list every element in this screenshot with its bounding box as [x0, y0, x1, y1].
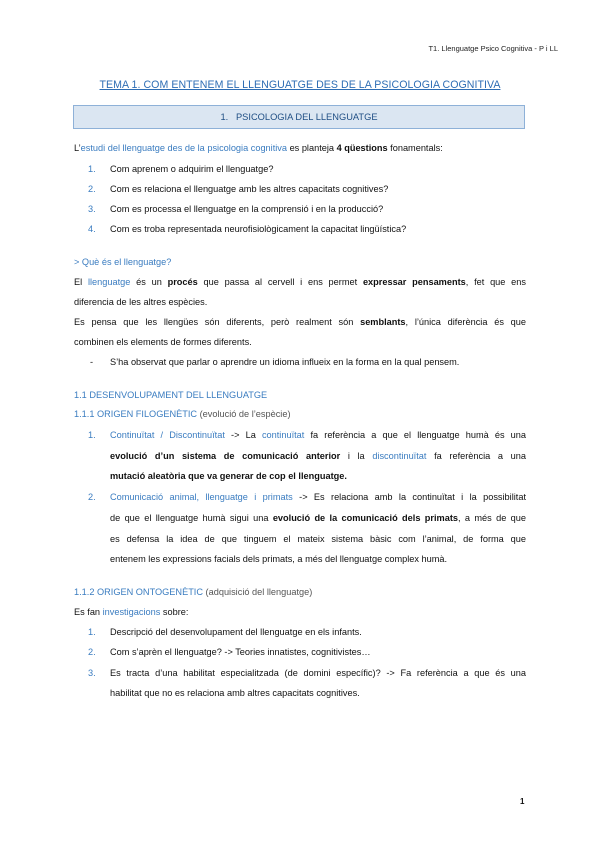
heading-1-1-1: [74, 405, 526, 425]
list-item-line: [88, 426, 526, 446]
term: continuïtat: [261, 430, 305, 440]
bold-term: evolució de la comunicació dels primats: [272, 513, 458, 523]
term: investigacions: [102, 607, 161, 617]
text: -> Es relaciona amb la continuïtat i la possibilitat: [292, 492, 526, 502]
list-item: [88, 643, 526, 663]
text: fa referència a una: [426, 451, 526, 461]
intro-bold: 4 qüestions: [336, 143, 388, 153]
bullet-item: [90, 353, 526, 373]
list-item-line: entenem les expressions facials dels primats, a més del llenguatge complex humà.: [110, 554, 448, 564]
intro-text: L’: [74, 143, 81, 153]
list-item: [88, 200, 526, 220]
list-item: [88, 160, 526, 180]
heading-subtitle: (adquisició del llenguatge): [203, 587, 313, 597]
text: i la: [340, 451, 373, 461]
text: sobre:: [160, 607, 189, 617]
bold-term: mutació aleatòria que va generar de cop el llenguatge.: [110, 471, 347, 481]
list-number: 1.: [88, 430, 96, 440]
heading-subtitle: (evolució de l’espècie): [197, 409, 291, 419]
list-item: [88, 220, 526, 240]
intro-text: es planteja: [287, 143, 337, 153]
list-number: 1.: [88, 627, 96, 637]
list-text: Com es troba representada neurofisiològicament la capacitat lingüística?: [110, 224, 407, 234]
intro-text: fonamentals:: [387, 143, 443, 153]
list-item-line: habilitat que no es relaciona amb altres capacitats cognitives.: [110, 688, 360, 698]
text: de que el llenguatge humà sigui una: [110, 513, 273, 523]
list-item: [88, 180, 526, 200]
list-number: 3.: [88, 668, 96, 678]
bullet-text: S’ha observat que parlar o aprendre un idioma influeix en la forma en la qual pensem.: [110, 357, 460, 367]
list-text: Es tracta d’una habilitat especialitzada (de domini específic)? -> Fa referència a que és una: [110, 668, 526, 678]
list-item: [88, 623, 526, 643]
bullet-dash: -: [90, 357, 94, 367]
bold-term: expressar pensaments: [362, 277, 466, 287]
paragraph-line: [74, 603, 526, 623]
list-number: 1.: [88, 164, 96, 174]
term: Continuïtat / Discontinuïtat: [110, 430, 225, 440]
term-llenguatge: llenguatge: [87, 277, 131, 287]
list-text: Com es relaciona el llenguatge amb les altres capacitats cognitives?: [110, 184, 389, 194]
text: que passa al cervell i ens permet: [197, 277, 363, 287]
text: Es pensa que les llengües són diferents, però realment són: [74, 317, 361, 327]
text: -> La: [224, 430, 262, 440]
paragraph-line: [74, 273, 526, 293]
text: , l’única diferència és que: [405, 317, 526, 327]
list-text: Com es processa el llenguatge en la comprensió i en la producció?: [110, 204, 384, 214]
bold-term: semblants: [360, 317, 406, 327]
list-number: 2.: [88, 492, 96, 502]
heading-text: 1.1.2 ORIGEN ONTOGENÈTIC: [74, 587, 203, 597]
section-heading: PSICOLOGIA DEL LLENGUATGE: [235, 112, 378, 122]
text: , a més de que: [458, 513, 526, 523]
list-item-line: [110, 447, 526, 467]
list-item-line: [110, 467, 526, 487]
paragraph-line: combinen els elements de formes diferents.: [74, 337, 252, 347]
paragraph-line: diferencia de les altres espècies.: [74, 297, 208, 307]
bold-term: evolució d’un sistema de comunicació anterior: [110, 451, 341, 461]
bold-term: procés: [167, 277, 198, 287]
list-item-line: [88, 664, 526, 684]
list-number: 2.: [88, 184, 96, 194]
term: discontinuïtat: [372, 451, 427, 461]
heading-1-1: 1.1 DESENVOLUPAMENT DEL LLENGUATGE: [74, 390, 268, 400]
list-number: 2.: [88, 647, 96, 657]
text: El: [74, 277, 88, 287]
intro-link-term: estudi del llenguatge des de la psicologia cognitiva: [80, 143, 288, 153]
intro-paragraph: [74, 139, 526, 159]
list-number: 3.: [88, 204, 96, 214]
subheading-what-is: > Què és el llenguatge?: [74, 257, 172, 267]
list-item-line: [110, 509, 526, 529]
list-text: Com s’aprèn el llenguatge? -> Teories innatistes, cognitivistes…: [110, 647, 371, 657]
text: Es fan: [74, 607, 103, 617]
text: fa referència a que el llenguatge humà és una: [304, 430, 526, 440]
term: Comunicació animal, llenguatge i primats: [110, 492, 293, 502]
page-title: TEMA 1. COM ENTENEM EL LLENGUATGE DES DE LA PSICOLOGIA COGNITIVA: [99, 79, 501, 91]
text: , fet que ens: [465, 277, 526, 287]
list-item-line: [88, 488, 526, 508]
running-header: T1. Llenguatge Psico Cognitiva - P i LL: [428, 44, 558, 53]
heading-text: 1.1.1 ORIGEN FILOGENÈTIC: [74, 409, 198, 419]
text: és un: [130, 277, 168, 287]
list-number: 4.: [88, 224, 96, 234]
section-number: 1.: [220, 112, 229, 122]
list-text: Com aprenem o adquirim el llenguatge?: [110, 164, 274, 174]
paragraph-line: [74, 313, 526, 333]
heading-1-1-2: [74, 583, 526, 603]
list-item-line: es defensa la idea de que tinguem el mateix sistema bàsic com l’animal, de forma que: [110, 534, 526, 544]
page-number: 1: [520, 797, 525, 806]
section-heading-box: [73, 105, 525, 129]
list-text: Descripció del desenvolupament del llenguatge en els infants.: [110, 627, 362, 637]
